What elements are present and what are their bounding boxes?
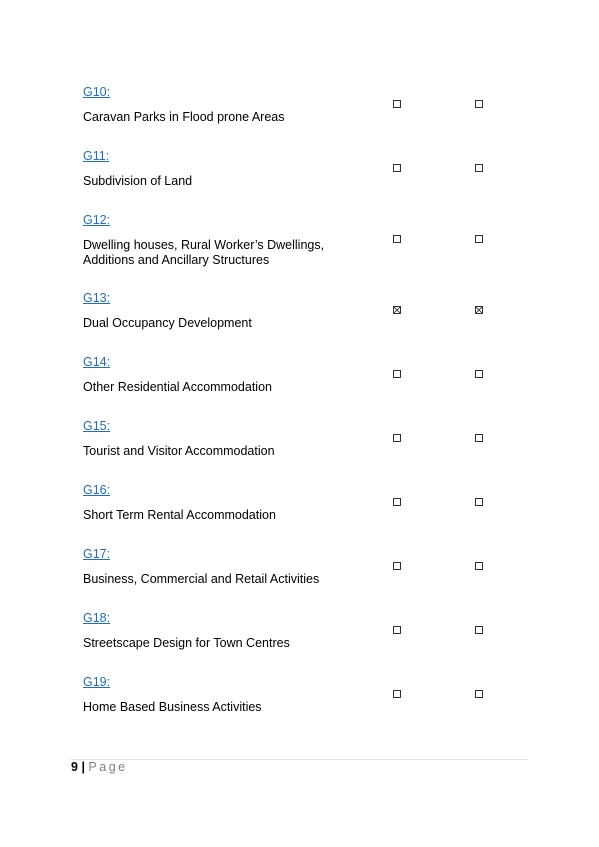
- checkbox-col1[interactable]: [393, 370, 401, 378]
- check-x-icon: [394, 307, 400, 313]
- list-item: [83, 355, 523, 395]
- checkbox-col1[interactable]: [393, 690, 401, 698]
- page-number: 9: [71, 760, 78, 774]
- checkbox-col2[interactable]: [475, 498, 483, 506]
- section-title: Home Based Business Activities: [83, 700, 262, 714]
- section-title: Caravan Parks in Flood prone Areas: [83, 110, 285, 124]
- list-item: [83, 149, 523, 189]
- list-item: [83, 213, 523, 268]
- section-title: Streetscape Design for Town Centres: [83, 636, 290, 650]
- list-item: [83, 611, 523, 651]
- section-title: Tourist and Visitor Accommodation: [83, 444, 275, 458]
- checkbox-col2[interactable]: [475, 370, 483, 378]
- checkbox-col1[interactable]: [393, 235, 401, 243]
- checkbox-col1[interactable]: [393, 100, 401, 108]
- page-footer: [71, 760, 128, 774]
- section-link[interactable]: G11:: [83, 149, 110, 163]
- section-link[interactable]: G12:: [83, 213, 111, 227]
- checkbox-col2[interactable]: [475, 690, 483, 698]
- checkbox-col1[interactable]: [393, 164, 401, 172]
- checkbox-col2[interactable]: [475, 434, 483, 442]
- checkbox-col2[interactable]: [475, 306, 483, 314]
- section-title: Business, Commercial and Retail Activities: [83, 572, 320, 586]
- checkbox-col2[interactable]: [475, 235, 483, 243]
- footer-separator: |: [81, 760, 85, 774]
- list-item: [83, 291, 523, 331]
- list-item: [83, 675, 523, 715]
- section-title: Subdivision of Land: [83, 174, 193, 188]
- checkbox-col2[interactable]: [475, 562, 483, 570]
- section-link[interactable]: G14:: [83, 355, 111, 369]
- section-link[interactable]: G19:: [83, 675, 111, 689]
- section-link[interactable]: G17:: [83, 547, 111, 561]
- checkbox-col1[interactable]: [393, 498, 401, 506]
- list-item: [83, 85, 523, 125]
- list-item: [83, 547, 523, 587]
- checkbox-col1[interactable]: [393, 434, 401, 442]
- section-title: Short Term Rental Accommodation: [83, 508, 276, 522]
- check-x-icon: [476, 307, 482, 313]
- checkbox-col2[interactable]: [475, 164, 483, 172]
- section-title: Dwelling houses, Rural Worker’s Dwellings, Additions and Ancillary Structures: [83, 238, 325, 267]
- section-title: Dual Occupancy Development: [83, 316, 252, 330]
- list-item: [83, 483, 523, 523]
- section-link[interactable]: G13:: [83, 291, 111, 305]
- checkbox-col2[interactable]: [475, 626, 483, 634]
- checkbox-col1[interactable]: [393, 306, 401, 314]
- section-link[interactable]: G18:: [83, 611, 111, 625]
- section-link[interactable]: G16:: [83, 483, 111, 497]
- checkbox-col1[interactable]: [393, 626, 401, 634]
- section-title: Other Residential Accommodation: [83, 380, 272, 394]
- page-label: Page: [88, 760, 128, 774]
- list-item: [83, 419, 523, 459]
- checkbox-col1[interactable]: [393, 562, 401, 570]
- checkbox-col2[interactable]: [475, 100, 483, 108]
- footer-divider: [71, 759, 528, 760]
- section-link[interactable]: G10:: [83, 85, 111, 99]
- section-link[interactable]: G15:: [83, 419, 111, 433]
